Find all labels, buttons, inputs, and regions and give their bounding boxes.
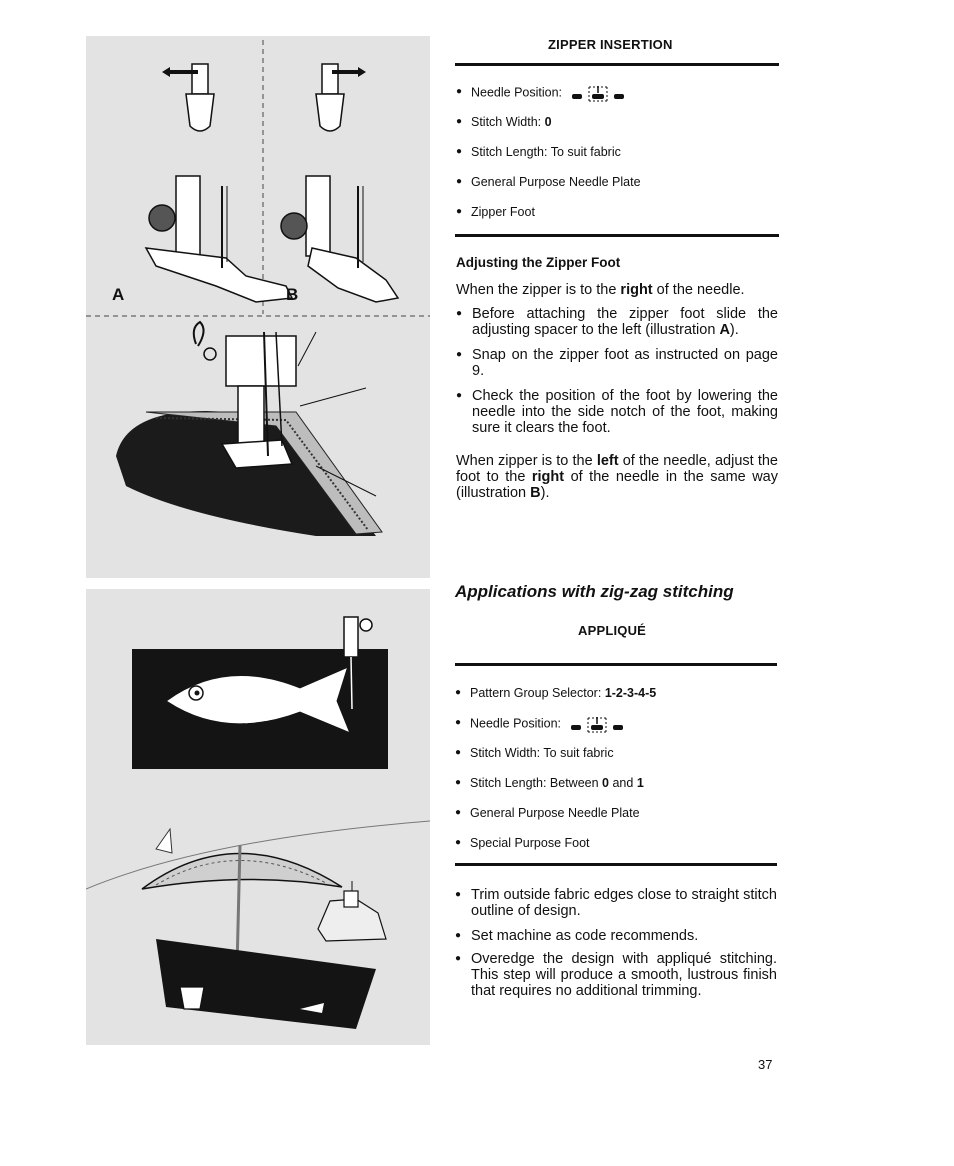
spec-needle-position: ● Needle Position: xyxy=(455,715,779,745)
spec-stitch-length: ● Stitch Length: Between 0 and 1 xyxy=(455,775,779,805)
spec-foot: ● Special Purpose Foot xyxy=(455,835,779,865)
spec-stitch-length: ● Stitch Length: To suit fabric xyxy=(456,144,780,174)
illustration-label-b: B xyxy=(286,285,299,304)
section-rule xyxy=(455,63,779,66)
zipper-spec-list xyxy=(456,84,780,234)
adjusting-step: ● Check the position of the foot by lowering the needle into the side notch of the foot, making sure it clears the foot. xyxy=(456,388,778,436)
section-rule xyxy=(455,663,777,666)
zipper-foot-a-top-view xyxy=(162,64,214,131)
zipper-sewing-scene xyxy=(116,322,382,536)
applique-step: ● Trim outside fabric edges close to straight stitch outline of design. xyxy=(455,887,777,919)
adjusting-step: ● Before attaching the zipper foot slide the adjusting spacer to the left (illustration A). xyxy=(456,306,778,338)
applique-illustration xyxy=(86,589,430,1045)
needle-position-icon xyxy=(570,84,626,102)
zipper-insertion-title: ZIPPER INSERTION xyxy=(548,37,673,52)
spec-stitch-width: ● Stitch Width: To suit fabric xyxy=(455,745,779,775)
section-rule xyxy=(455,234,779,237)
adjusting-steps xyxy=(456,306,778,436)
beach-umbrella-scene xyxy=(86,821,430,1029)
illustration-label-a: A xyxy=(112,285,125,304)
adjusting-step: ● Snap on the zipper foot as instructed on page 9. xyxy=(456,347,778,379)
zipper-foot-a-assembly xyxy=(146,176,292,302)
page-number: 37 xyxy=(758,1057,773,1072)
spec-stitch-width: ● Stitch Width: 0 xyxy=(456,114,780,144)
applique-step: ● Overedge the design with appliqué stitching. This step will produce a smooth, lustrous finish that requires no additional trimming. xyxy=(455,951,777,999)
applique-spec-list xyxy=(455,685,779,865)
spec-pattern-group: ● Pattern Group Selector: 1-2-3-4-5 xyxy=(455,685,779,715)
fish-applique-panel xyxy=(132,617,388,769)
section-rule xyxy=(455,863,777,866)
zipper-foot-b-top-view xyxy=(316,64,366,131)
spec-needle-plate: ● General Purpose Needle Plate xyxy=(456,174,780,204)
spec-needle-position: ● Needle Position: xyxy=(456,84,780,114)
applique-title: APPLIQUÉ xyxy=(578,623,647,638)
adjusting-zipper-foot-title: Adjusting the Zipper Foot xyxy=(456,255,621,270)
applications-title: Applications with zig-zag stitching xyxy=(455,582,734,601)
applique-step: ● Set machine as code recommends. xyxy=(455,928,777,944)
adjusting-intro: When the zipper is to the right of the needle. xyxy=(456,282,745,298)
applique-steps xyxy=(455,887,777,999)
needle-position-icon xyxy=(569,715,625,733)
spec-needle-plate: ● General Purpose Needle Plate xyxy=(455,805,779,835)
spec-foot: ● Zipper Foot xyxy=(456,204,780,234)
adjusting-closing: When zipper is to the left of the needle, adjust the foot to the right of the needle in the same way (illustration B). xyxy=(456,453,778,501)
zipper-foot-illustration xyxy=(86,36,430,578)
zipper-foot-b-assembly xyxy=(281,176,398,302)
